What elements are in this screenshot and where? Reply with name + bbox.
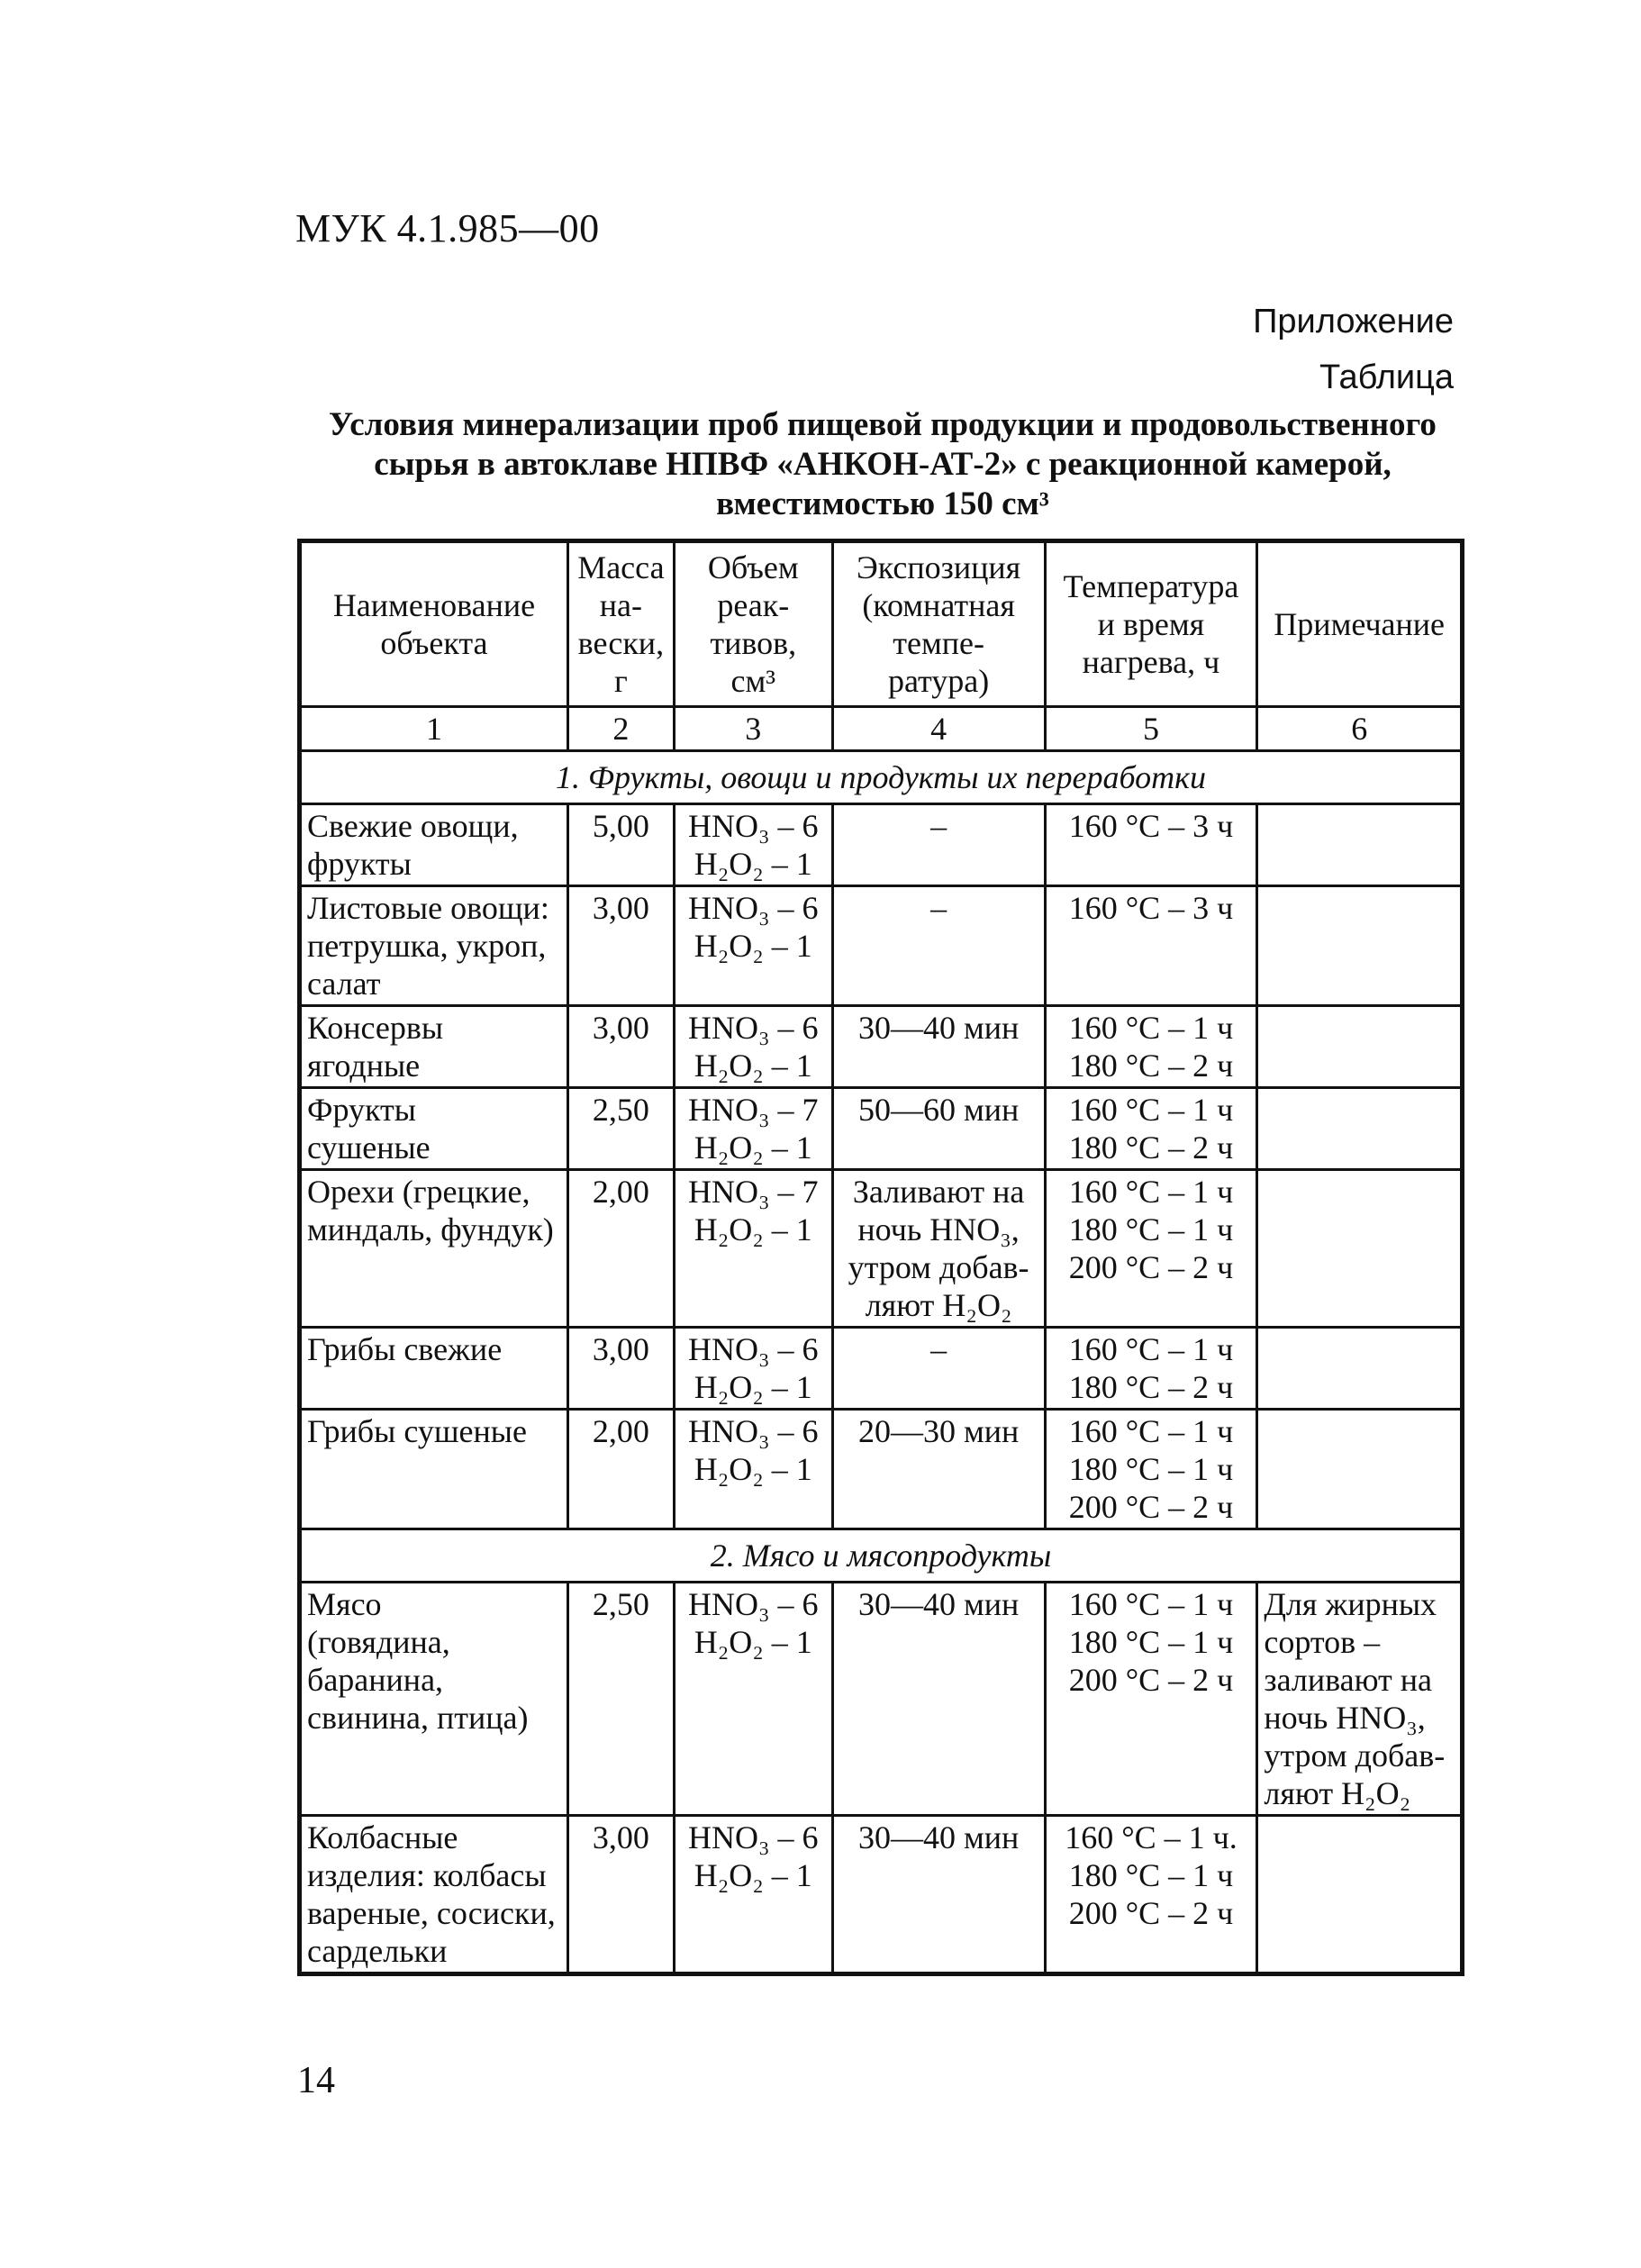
note-cell — [1257, 1170, 1463, 1328]
object-name-cell-line: Фрукты — [307, 1092, 416, 1128]
note-cell-line: ляют H₂O₂ — [1264, 1775, 1411, 1811]
column-header-line: на- — [599, 587, 642, 623]
exposure-cell — [832, 1816, 1045, 1974]
object-name-cell-line: петрушка, укроп, — [307, 928, 547, 964]
table-row — [300, 886, 1463, 1006]
page-number: 14 — [297, 2060, 335, 2101]
exposure-cell — [832, 1410, 1045, 1529]
object-name-cell-line: изделия: колбасы — [307, 1857, 547, 1893]
heating-cell-line: 160 °С – 1 ч — [1068, 1092, 1234, 1128]
table-row — [300, 804, 1463, 886]
column-header-line: Объем — [707, 549, 799, 585]
mineralization-table — [297, 539, 1464, 1976]
appendix-label: Приложение — [1253, 303, 1454, 340]
mass-cell: 2,00 — [567, 1170, 674, 1328]
mass-cell: 3,00 — [567, 1328, 674, 1410]
note-cell-line: Для жирных — [1264, 1586, 1437, 1622]
exposure-cell-line: 50—60 мин — [857, 1092, 1020, 1128]
heating-cell-line: 160 °С – 1 ч — [1068, 1586, 1234, 1622]
exposure-cell — [832, 804, 1045, 886]
exposure-cell-line: 20—30 мин — [857, 1413, 1020, 1449]
column-header-line: Масса — [577, 549, 665, 585]
reagents-cell-line: HNO₃ – 6 — [687, 808, 819, 844]
column-header-line: Наименование — [332, 587, 536, 623]
exposure-cell — [832, 1328, 1045, 1410]
heating-cell-line: 180 °С – 2 ч — [1068, 1129, 1234, 1166]
reagents-cell — [674, 1170, 832, 1328]
reagents-cell-line: HNO₃ – 6 — [687, 1413, 819, 1449]
mass-cell: 3,00 — [567, 886, 674, 1006]
column-header-line: вески, — [577, 625, 665, 661]
reagents-cell-line: HNO₃ – 7 — [687, 1174, 819, 1210]
object-name-cell — [300, 1816, 568, 1974]
section-title: 2. Мясо и мясопродукты — [300, 1529, 1463, 1583]
table-title-line: Условия минерализации проб пищевой продукции и продовольственного — [329, 406, 1437, 443]
object-name-cell — [300, 1328, 568, 1410]
reagents-cell-line: HNO₃ – 6 — [687, 890, 819, 926]
section-row — [300, 751, 1463, 804]
table-row — [300, 1410, 1463, 1529]
column-header-line: Экспозиция — [857, 549, 1021, 585]
object-name-cell-line: миндаль, фундук) — [307, 1211, 554, 1247]
reagents-cell-line: H₂O₂ – 1 — [694, 1857, 812, 1893]
object-name-cell — [300, 886, 568, 1006]
heating-cell-line: 160 °С – 3 ч — [1068, 890, 1234, 926]
section-title: 1. Фрукты, овощи и продукты их переработки — [300, 751, 1463, 804]
note-cell — [1257, 1088, 1463, 1170]
object-name-cell — [300, 1170, 568, 1328]
reagents-cell-line: H₂O₂ – 1 — [694, 846, 812, 882]
object-name-cell-line: Грибы свежие — [307, 1331, 503, 1367]
column-header — [1257, 541, 1463, 707]
reagents-cell — [674, 1816, 832, 1974]
column-header-line: нагрева, ч — [1082, 644, 1220, 680]
reagents-cell-line: H₂O₂ – 1 — [694, 1211, 812, 1247]
column-header-line: темпе- — [893, 625, 984, 661]
reagents-cell-line: H₂O₂ – 1 — [694, 1624, 812, 1660]
reagents-cell-line: H₂O₂ – 1 — [694, 1451, 812, 1487]
heating-cell — [1045, 1170, 1257, 1328]
column-number: 6 — [1257, 707, 1463, 751]
note-cell — [1257, 804, 1463, 886]
reagents-cell — [674, 1328, 832, 1410]
note-cell-line: сортов – — [1264, 1624, 1381, 1660]
reagents-cell-line: H₂O₂ – 1 — [694, 1369, 812, 1405]
header-row — [300, 541, 1463, 707]
reagents-cell — [674, 1583, 832, 1816]
object-name-cell-line: Орехи (грецкие, — [307, 1174, 530, 1210]
heating-cell-line: 160 °С – 1 ч — [1068, 1413, 1234, 1449]
exposure-cell-line: 30—40 мин — [857, 1586, 1020, 1622]
object-name-cell-line: Мясо — [307, 1586, 382, 1622]
column-number: 2 — [567, 707, 674, 751]
table-row — [300, 1816, 1463, 1974]
column-header-line: г — [614, 663, 628, 699]
column-number: 1 — [300, 707, 568, 751]
heating-cell — [1045, 1088, 1257, 1170]
column-header-line: Температура — [1063, 568, 1239, 604]
mass-cell: 3,00 — [567, 1816, 674, 1974]
heating-cell — [1045, 886, 1257, 1006]
column-header-line: тивов, — [710, 625, 797, 661]
exposure-cell — [832, 1088, 1045, 1170]
reagents-cell — [674, 1410, 832, 1529]
table-label: Таблица — [1319, 358, 1454, 396]
heating-cell-line: 180 °С – 1 ч — [1068, 1624, 1234, 1660]
column-header — [1045, 541, 1257, 707]
object-name-cell-line: салат — [307, 966, 381, 1002]
note-cell — [1257, 1816, 1463, 1974]
reagents-cell — [674, 886, 832, 1006]
section-row — [300, 1529, 1463, 1583]
table-title — [297, 405, 1468, 524]
exposure-cell-line: – — [930, 1331, 947, 1367]
heating-cell — [1045, 1816, 1257, 1974]
heating-cell-line: 160 °С – 1 ч — [1068, 1174, 1234, 1210]
column-number: 4 — [832, 707, 1045, 751]
exposure-cell — [832, 1170, 1045, 1328]
note-cell — [1257, 1006, 1463, 1088]
table-row — [300, 1583, 1463, 1816]
heating-cell — [1045, 1006, 1257, 1088]
reagents-cell-line: H₂O₂ – 1 — [694, 928, 812, 964]
exposure-cell-line: Заливают на — [852, 1174, 1025, 1210]
heating-cell-line: 180 °С – 1 ч — [1068, 1211, 1234, 1247]
object-name-cell-line: Свежие овощи, — [307, 808, 519, 844]
object-name-cell-line: свинина, птица) — [307, 1700, 529, 1736]
column-header-line: объекта — [380, 625, 488, 661]
column-number-row — [300, 707, 1463, 751]
reagents-cell-line: HNO₃ – 6 — [687, 1010, 819, 1046]
column-header-line: (комнатная — [862, 587, 1015, 623]
heating-cell-line: 200 °С – 2 ч — [1068, 1895, 1234, 1931]
object-name-cell — [300, 1088, 568, 1170]
mass-cell: 2,50 — [567, 1088, 674, 1170]
column-header — [832, 541, 1045, 707]
exposure-cell-line: – — [930, 808, 947, 844]
object-name-cell-line: вареные, сосиски, — [307, 1895, 556, 1931]
note-cell — [1257, 1328, 1463, 1410]
exposure-cell — [832, 1583, 1045, 1816]
reagents-cell — [674, 804, 832, 886]
heating-cell-line: 180 °С – 2 ч — [1068, 1048, 1234, 1084]
object-name-cell — [300, 1006, 568, 1088]
heating-cell-line: 180 °С – 2 ч — [1068, 1369, 1234, 1405]
heating-cell — [1045, 1583, 1257, 1816]
object-name-cell-line: сардельки — [307, 1933, 448, 1969]
object-name-cell-line: фрукты — [307, 846, 412, 882]
column-number: 5 — [1045, 707, 1257, 751]
object-name-cell-line: (говядина, — [307, 1624, 450, 1660]
exposure-cell-line: ночь HNO₃, — [857, 1211, 1020, 1247]
mass-cell: 2,50 — [567, 1583, 674, 1816]
note-cell-line: утром добав- — [1264, 1737, 1446, 1774]
note-cell-line: заливают на — [1264, 1662, 1433, 1698]
heating-cell-line: 160 °С – 1 ч — [1068, 1010, 1234, 1046]
doc-code: МУК 4.1.985—00 — [295, 206, 600, 250]
object-name-cell-line: Колбасные — [307, 1819, 458, 1855]
column-header — [567, 541, 674, 707]
column-header-line: Примечание — [1274, 606, 1446, 642]
heating-cell-line: 160 °С – 3 ч — [1068, 808, 1234, 844]
table-row — [300, 1170, 1463, 1328]
exposure-cell-line: 30—40 мин — [857, 1819, 1020, 1855]
exposure-cell — [832, 886, 1045, 1006]
column-header-line: реак- — [717, 587, 790, 623]
object-name-cell — [300, 1583, 568, 1816]
heating-cell — [1045, 804, 1257, 886]
column-header — [674, 541, 832, 707]
reagents-cell-line: HNO₃ – 6 — [687, 1819, 819, 1855]
reagents-cell — [674, 1088, 832, 1170]
reagents-cell-line: H₂O₂ – 1 — [694, 1048, 812, 1084]
note-cell — [1257, 1410, 1463, 1529]
heating-cell — [1045, 1328, 1257, 1410]
column-header-line: см³ — [730, 663, 776, 699]
exposure-cell-line: ляют H₂O₂ — [865, 1287, 1012, 1323]
column-header-line: и время — [1097, 606, 1205, 642]
exposure-cell-line: 30—40 мин — [857, 1010, 1020, 1046]
object-name-cell-line: Грибы сушеные — [307, 1413, 527, 1449]
exposure-cell-line: – — [930, 890, 947, 926]
exposure-cell — [832, 1006, 1045, 1088]
column-header — [300, 541, 568, 707]
column-number: 3 — [674, 707, 832, 751]
mass-cell: 5,00 — [567, 804, 674, 886]
note-cell — [1257, 886, 1463, 1006]
table-title-line: сырья в автоклаве НПВФ «АНКОН-АТ-2» с реакционной камерой, — [374, 446, 1392, 483]
table-row — [300, 1006, 1463, 1088]
reagents-cell-line: HNO₃ – 6 — [687, 1586, 819, 1622]
note-cell — [1257, 1583, 1463, 1816]
mass-cell: 3,00 — [567, 1006, 674, 1088]
heating-cell-line: 200 °С – 2 ч — [1068, 1249, 1234, 1285]
heating-cell-line: 200 °С – 2 ч — [1068, 1489, 1234, 1525]
note-cell-line: ночь HNO₃, — [1264, 1700, 1426, 1736]
mass-cell: 2,00 — [567, 1410, 674, 1529]
object-name-cell-line: баранина, — [307, 1662, 444, 1698]
reagents-cell-line: H₂O₂ – 1 — [694, 1129, 812, 1166]
reagents-cell — [674, 1006, 832, 1088]
object-name-cell-line: ягодные — [307, 1048, 421, 1084]
object-name-cell — [300, 1410, 568, 1529]
object-name-cell-line: сушеные — [307, 1129, 431, 1166]
heating-cell-line: 180 °С – 1 ч — [1068, 1451, 1234, 1487]
object-name-cell-line: Консервы — [307, 1010, 444, 1046]
heating-cell — [1045, 1410, 1257, 1529]
heating-cell-line: 200 °С – 2 ч — [1068, 1662, 1234, 1698]
column-header-line: ратура) — [887, 663, 990, 699]
object-name-cell-line: Листовые овощи: — [307, 890, 549, 926]
reagents-cell-line: HNO₃ – 7 — [687, 1092, 819, 1128]
heating-cell-line: 160 °С – 1 ч — [1068, 1331, 1234, 1367]
exposure-cell-line: утром добав- — [848, 1249, 1029, 1285]
table-body — [300, 751, 1463, 1974]
heating-cell-line: 160 °С – 1 ч. — [1065, 1819, 1238, 1855]
object-name-cell — [300, 804, 568, 886]
table-row — [300, 1088, 1463, 1170]
table-title-line: вместимостью 150 см³ — [716, 485, 1049, 522]
reagents-cell-line: HNO₃ – 6 — [687, 1331, 819, 1367]
table-row — [300, 1328, 1463, 1410]
heating-cell-line: 180 °С – 1 ч — [1068, 1857, 1234, 1893]
